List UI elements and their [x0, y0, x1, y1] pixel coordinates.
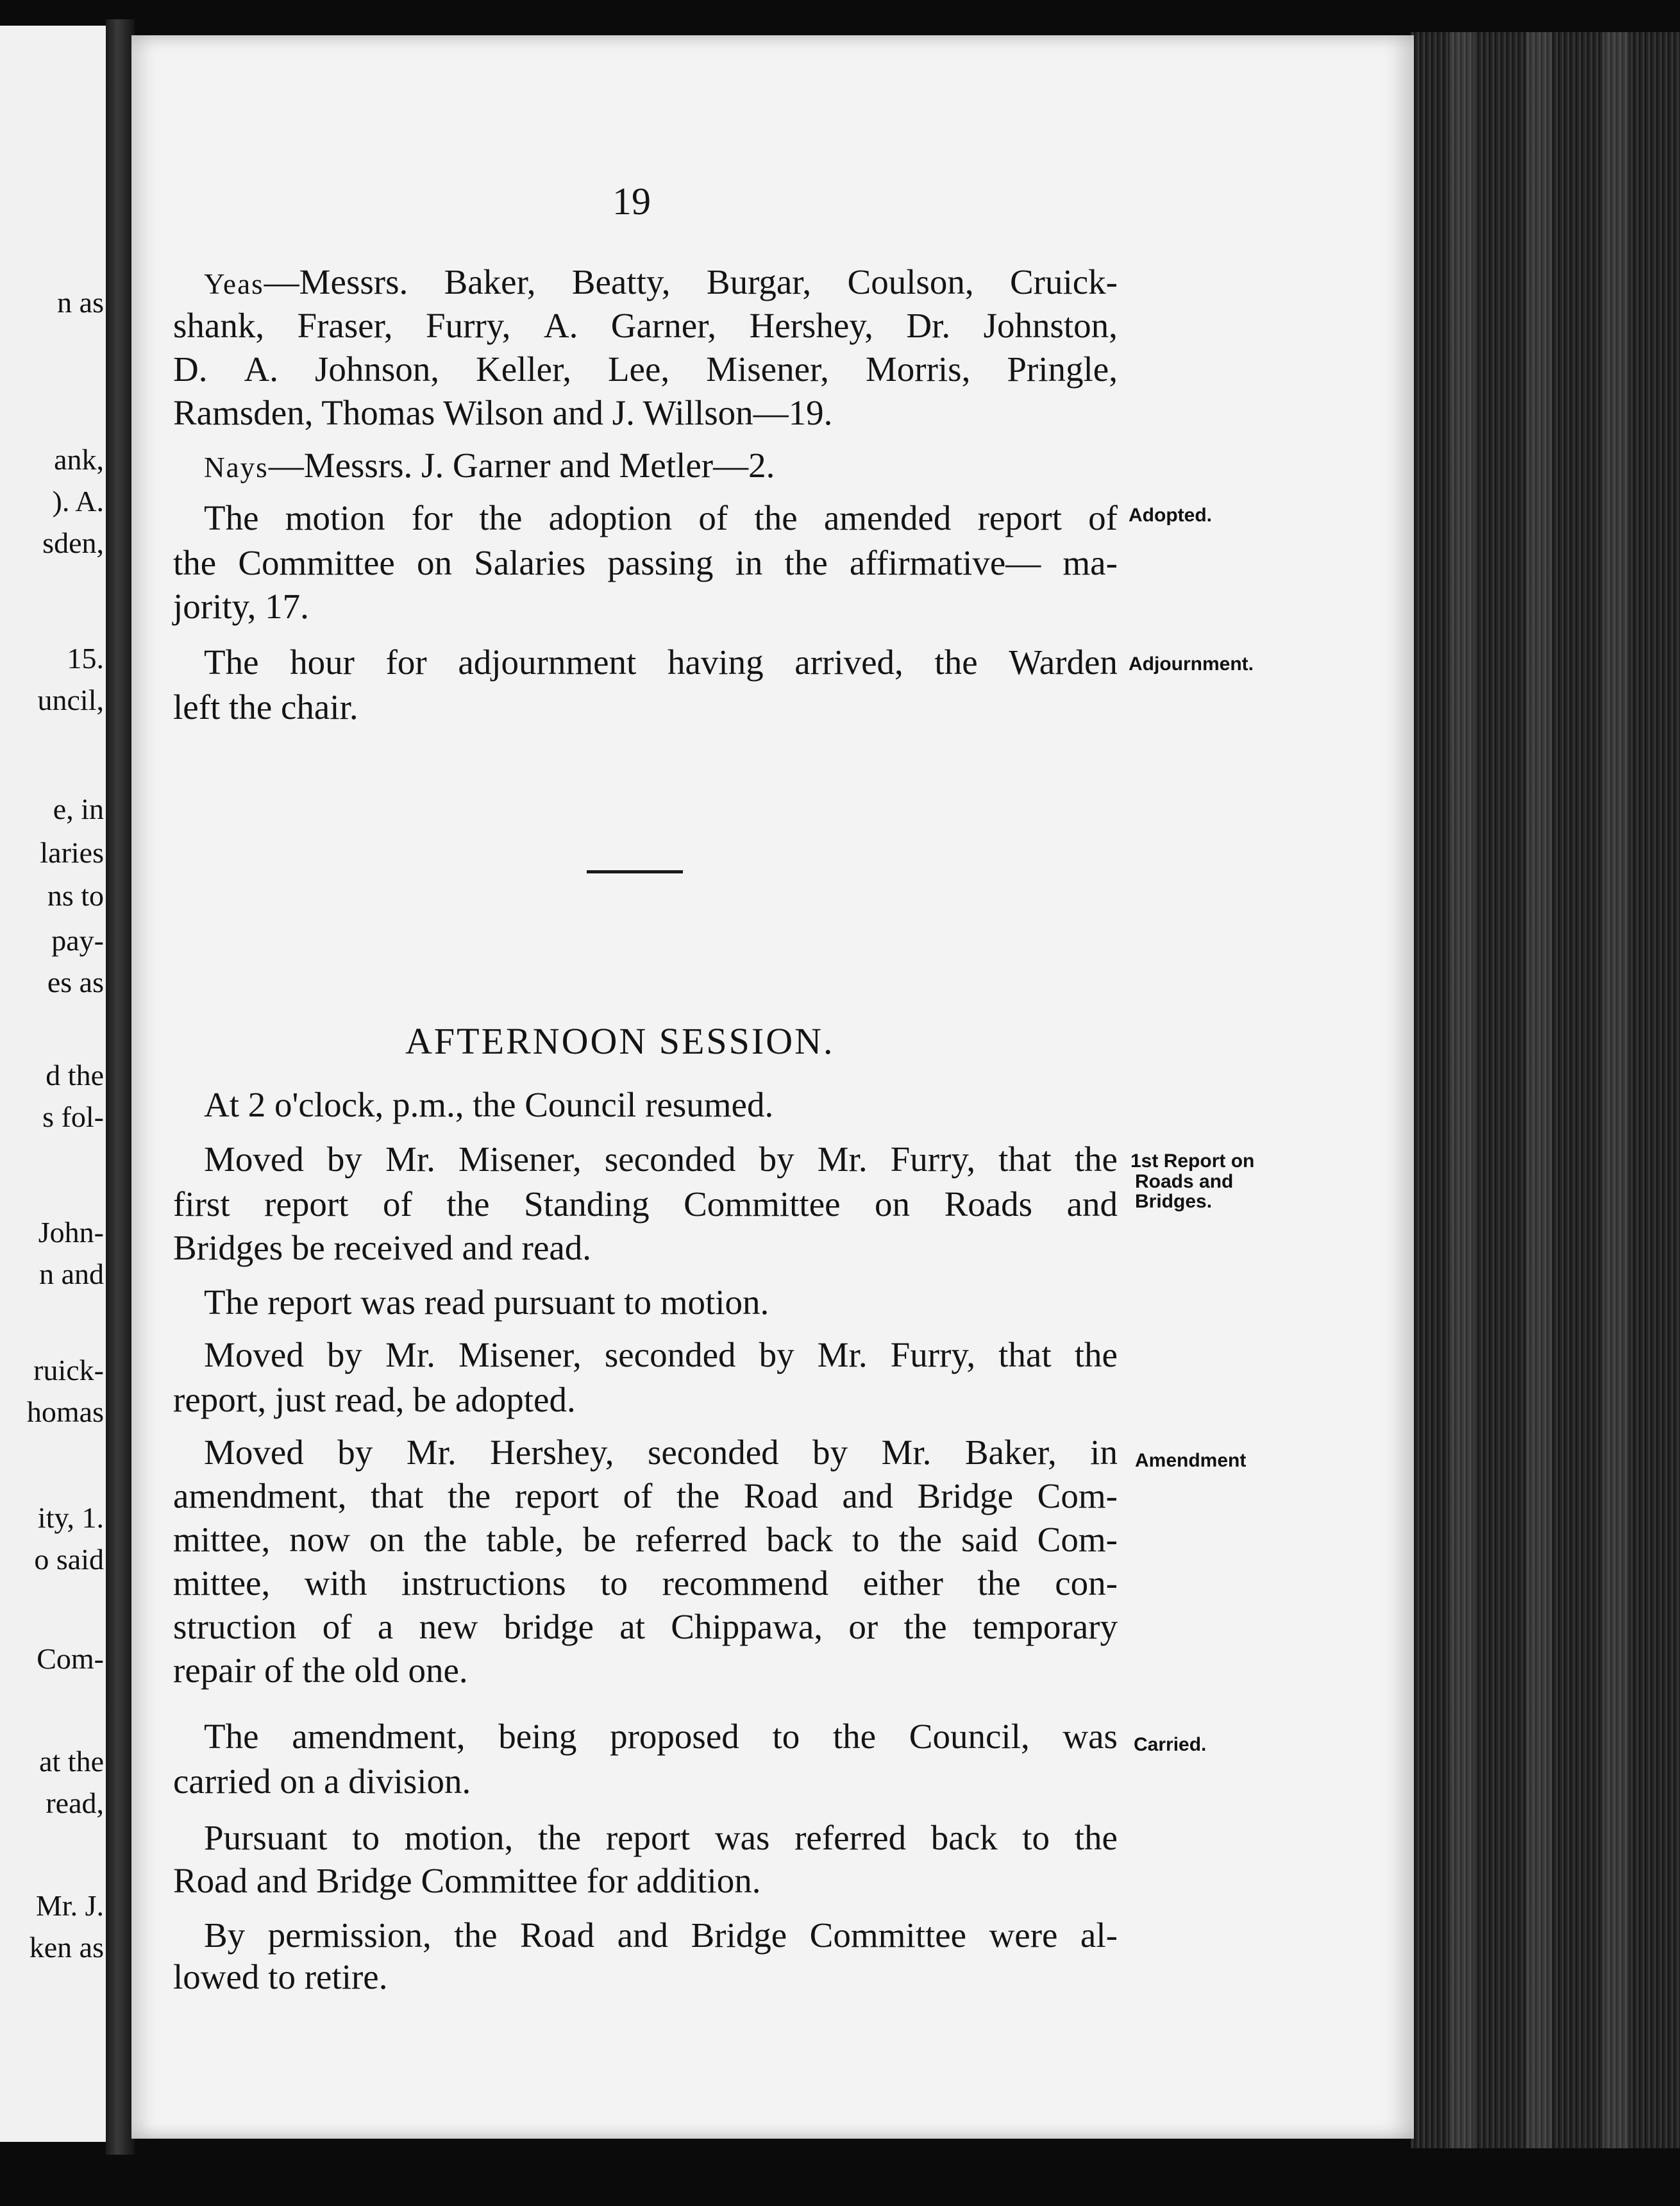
left-page-fragment: o said	[34, 1543, 104, 1576]
moved-adopted-line-1: Moved by Mr. Misener, seconded by Mr. Furry, that the	[204, 1335, 1118, 1374]
left-page-fragment: e, in	[53, 793, 104, 825]
margin-note-first-report: 1st Report on Roads and Bridges.	[1130, 1150, 1255, 1212]
amendment-line-4: mittee, with instructions to recommend either the con-	[173, 1563, 1118, 1603]
carried-line-2: carried on a division.	[173, 1762, 471, 1801]
margin-note-adjournment: Adjournment.	[1129, 653, 1254, 675]
yeas-label: Yeas	[204, 268, 264, 300]
left-page-fragment: read,	[46, 1787, 104, 1819]
motion-adoption-line-2: the Committee on Salaries passing in the affirmative— ma-	[173, 543, 1118, 582]
adjournment-line-2: left the chair.	[173, 687, 358, 727]
left-page-fragment: 15.	[67, 642, 104, 675]
left-page-fragment: uncil,	[37, 684, 104, 716]
moved-first-report-line-3: Bridges be received and read.	[173, 1228, 592, 1267]
left-page-edge	[0, 26, 109, 2142]
carried-line-1: The amendment, being proposed to the Council, was	[204, 1717, 1118, 1756]
amendment-line-3: mittee, now on the table, be referred back to the said Com-	[173, 1520, 1118, 1559]
margin-note-adopted: Adopted.	[1129, 505, 1212, 526]
section-divider	[587, 870, 683, 873]
nays-line: Nays—Messrs. J. Garner and Metler—2.	[204, 446, 775, 485]
left-page-fragment: Com-	[37, 1642, 104, 1675]
margin-note-amendment: Amendment	[1135, 1450, 1247, 1471]
yeas-line-4: Ramsden, Thomas Wilson and J. Willson—19.	[173, 393, 833, 432]
left-page-fragment: sden,	[42, 526, 104, 559]
adjournment-line-1: The hour for adjournment having arrived, the Warden	[204, 643, 1118, 682]
left-page-fragment: ). A.	[52, 485, 104, 518]
report-read-line: The report was read pursuant to motion.	[204, 1283, 769, 1322]
left-page-fragment: s fol-	[42, 1100, 104, 1133]
left-page-fragment: at the	[39, 1745, 104, 1778]
margin-note-carried: Carried.	[1134, 1734, 1207, 1755]
left-page-fragment: es as	[47, 966, 104, 998]
left-page-fragment: n as	[57, 286, 104, 319]
pursuant-line-2: Road and Bridge Committee for addition.	[173, 1861, 761, 1900]
permission-line-2: lowed to retire.	[173, 1957, 388, 1996]
left-page-fragment: Mr. J.	[35, 1889, 104, 1922]
moved-first-report-line-2: first report of the Standing Committee on Roads and	[173, 1184, 1118, 1224]
page-number: 19	[612, 180, 651, 223]
left-page-fragment: pay-	[51, 924, 104, 957]
moved-adopted-line-2: report, just read, be adopted.	[173, 1380, 576, 1419]
left-page-fragment: ank,	[54, 443, 104, 476]
left-page-fragment: ruick-	[33, 1354, 104, 1386]
pursuant-line-1: Pursuant to motion, the report was referred back to the	[204, 1818, 1118, 1857]
yeas-line-3: D. A. Johnson, Keller, Lee, Misener, Morris, Pringle,	[173, 349, 1118, 389]
left-page-fragment: laries	[40, 836, 104, 869]
left-page-fragment: ity, 1.	[37, 1501, 104, 1534]
right-page-edges	[1411, 32, 1680, 2148]
yeas-line-2: shank, Fraser, Furry, A. Garner, Hershey, Dr. Johnston,	[173, 306, 1118, 345]
left-page-fragment: n and	[39, 1258, 104, 1290]
permission-line-1: By permission, the Road and Bridge Committee were al-	[204, 1916, 1118, 1955]
nays-label: Nays	[204, 451, 269, 484]
left-page-fragment: homas	[26, 1395, 104, 1428]
amendment-line-2: amendment, that the report of the Road and Bridge Com-	[173, 1476, 1118, 1515]
book-gutter	[106, 19, 135, 2155]
motion-adoption-line-1: The motion for the adoption of the amended report of	[204, 498, 1118, 537]
left-page-fragment: John-	[38, 1216, 104, 1249]
motion-adoption-line-3: jority, 17.	[173, 587, 309, 626]
yeas-line-1: Yeas—Messrs. Baker, Beatty, Burgar, Coulson, Cruick-	[204, 262, 1118, 301]
left-page-fragment: d the	[46, 1059, 104, 1091]
left-page-fragment: ns to	[47, 879, 104, 912]
moved-first-report-line-1: Moved by Mr. Misener, seconded by Mr. Furry, that the	[204, 1140, 1118, 1179]
amendment-line-1: Moved by Mr. Hershey, seconded by Mr. Baker, in	[204, 1433, 1118, 1472]
left-page-fragment: ken as	[29, 1931, 104, 1964]
session-heading: AFTERNOON SESSION.	[405, 1020, 835, 1062]
amendment-line-5: struction of a new bridge at Chippawa, or the temporary	[173, 1607, 1118, 1646]
amendment-line-6: repair of the old one.	[173, 1651, 468, 1690]
resumed-line: At 2 o'clock, p.m., the Council resumed.	[204, 1085, 774, 1124]
